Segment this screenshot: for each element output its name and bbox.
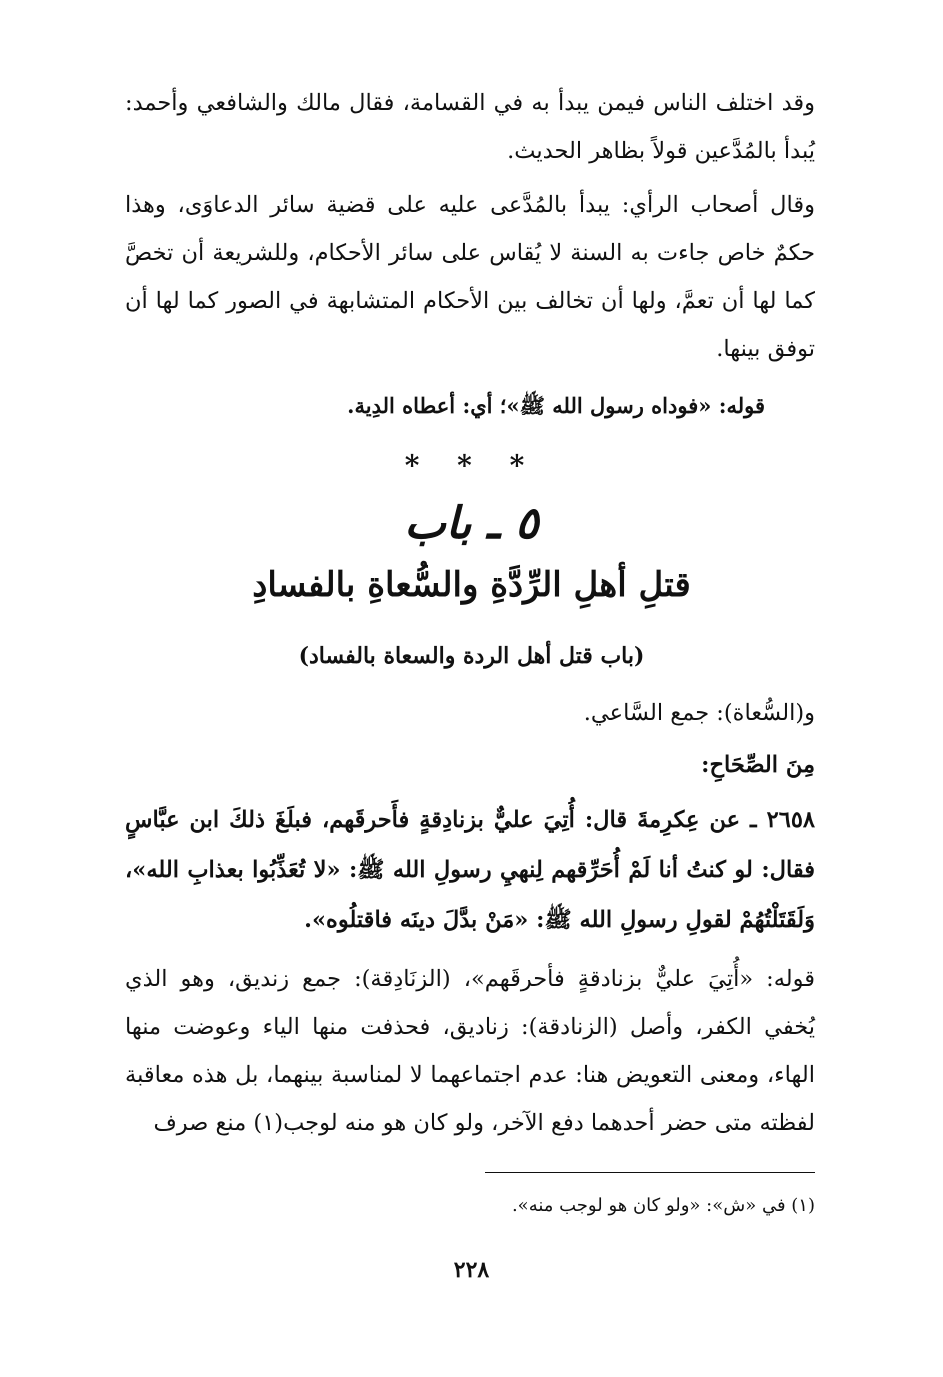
paragraph-qawluhu-fawadah: قوله: «فوداه رسول الله ﷺ»؛ أي: أعطاه الدِية. — [347, 393, 765, 418]
footnote-divider — [485, 1172, 815, 1173]
paragraph-ahl-al-ray: وقال أصحاب الرأي: يبدأ بالمُدَّعى عليه على قضية سائر الدعاوَى، وهذا حكمٌ خاص جاءت به السنة لا يُقاس على سائر الأحكام، وللشريعة أن تخصَّ كما لها أن تعمَّ، ولها أن تخالف بين الأحكام المتشابهة في الصور كما لها أن توفق بينها. — [125, 192, 815, 362]
commentary-paragraph: قوله: «أُتِيَ عليٌّ بزنادقةٍ فأحرقَهم»، (الزنَادِقة): جمع زنديق، وهو الذي يُخفي الكفر، وأصل (الزنادقة): زناديق، فحذفت منها الياء وعوضت منها الهاء، ومعنى التعويض هنا: عدم اجتماعهما لا لمناسبة بينهما، بل هذه معاقبة لفظته متى حضر أحدهما دفع الآخر، ولو كان هو منه لوجب(١) منع صرف — [125, 966, 815, 1136]
chapter-title: قتلِ أهلِ الرِّدَّةِ والسُّعاةِ بالفسادِ — [252, 565, 691, 605]
hadith-2658: ٢٦٥٨ ـ عن عِكرِمةَ قال: أُتِيَ عليٌّ بزنادِقةٍ فأَحرقَهم، فبلَغَ ذلكَ ابن عبَّاسٍ فقال: لو كنتُ أنا لَمْ أُحَرِّقهم لِنهيِ رسولِ الله ﷺ: «لا تُعَذِّبُوا بعذابِ الله»، وَلَقَتَلْتُهُمْ لقولِ رسولِ الله ﷺ: «مَنْ بدَّلَ دينَه فاقتلُوه». — [125, 807, 815, 933]
chapter-number: ٥ ـ باب — [404, 498, 539, 549]
section-heading-sihah: مِنَ الصِّحَاحِ: — [701, 752, 815, 778]
note-suaat: و(السُّعاة): جمع السَّاعي. — [583, 700, 815, 726]
section-separator: * * * — [404, 449, 539, 482]
footnote-1: (١) في «ش»: «ولو كان هو لوجب منه». — [511, 1195, 815, 1216]
chapter-subtitle: (باب قتل أهل الردة والسعاة بالفساد) — [298, 643, 645, 669]
page-number: ٢٢٨ — [453, 1257, 490, 1283]
paragraph-qasama: وقد اختلف الناس فيمن يبدأ به في القسامة، فقال مالك والشافعي وأحمد: يُبدأ بالمُدَّعين قولاً بظاهر الحديث. — [125, 90, 815, 164]
